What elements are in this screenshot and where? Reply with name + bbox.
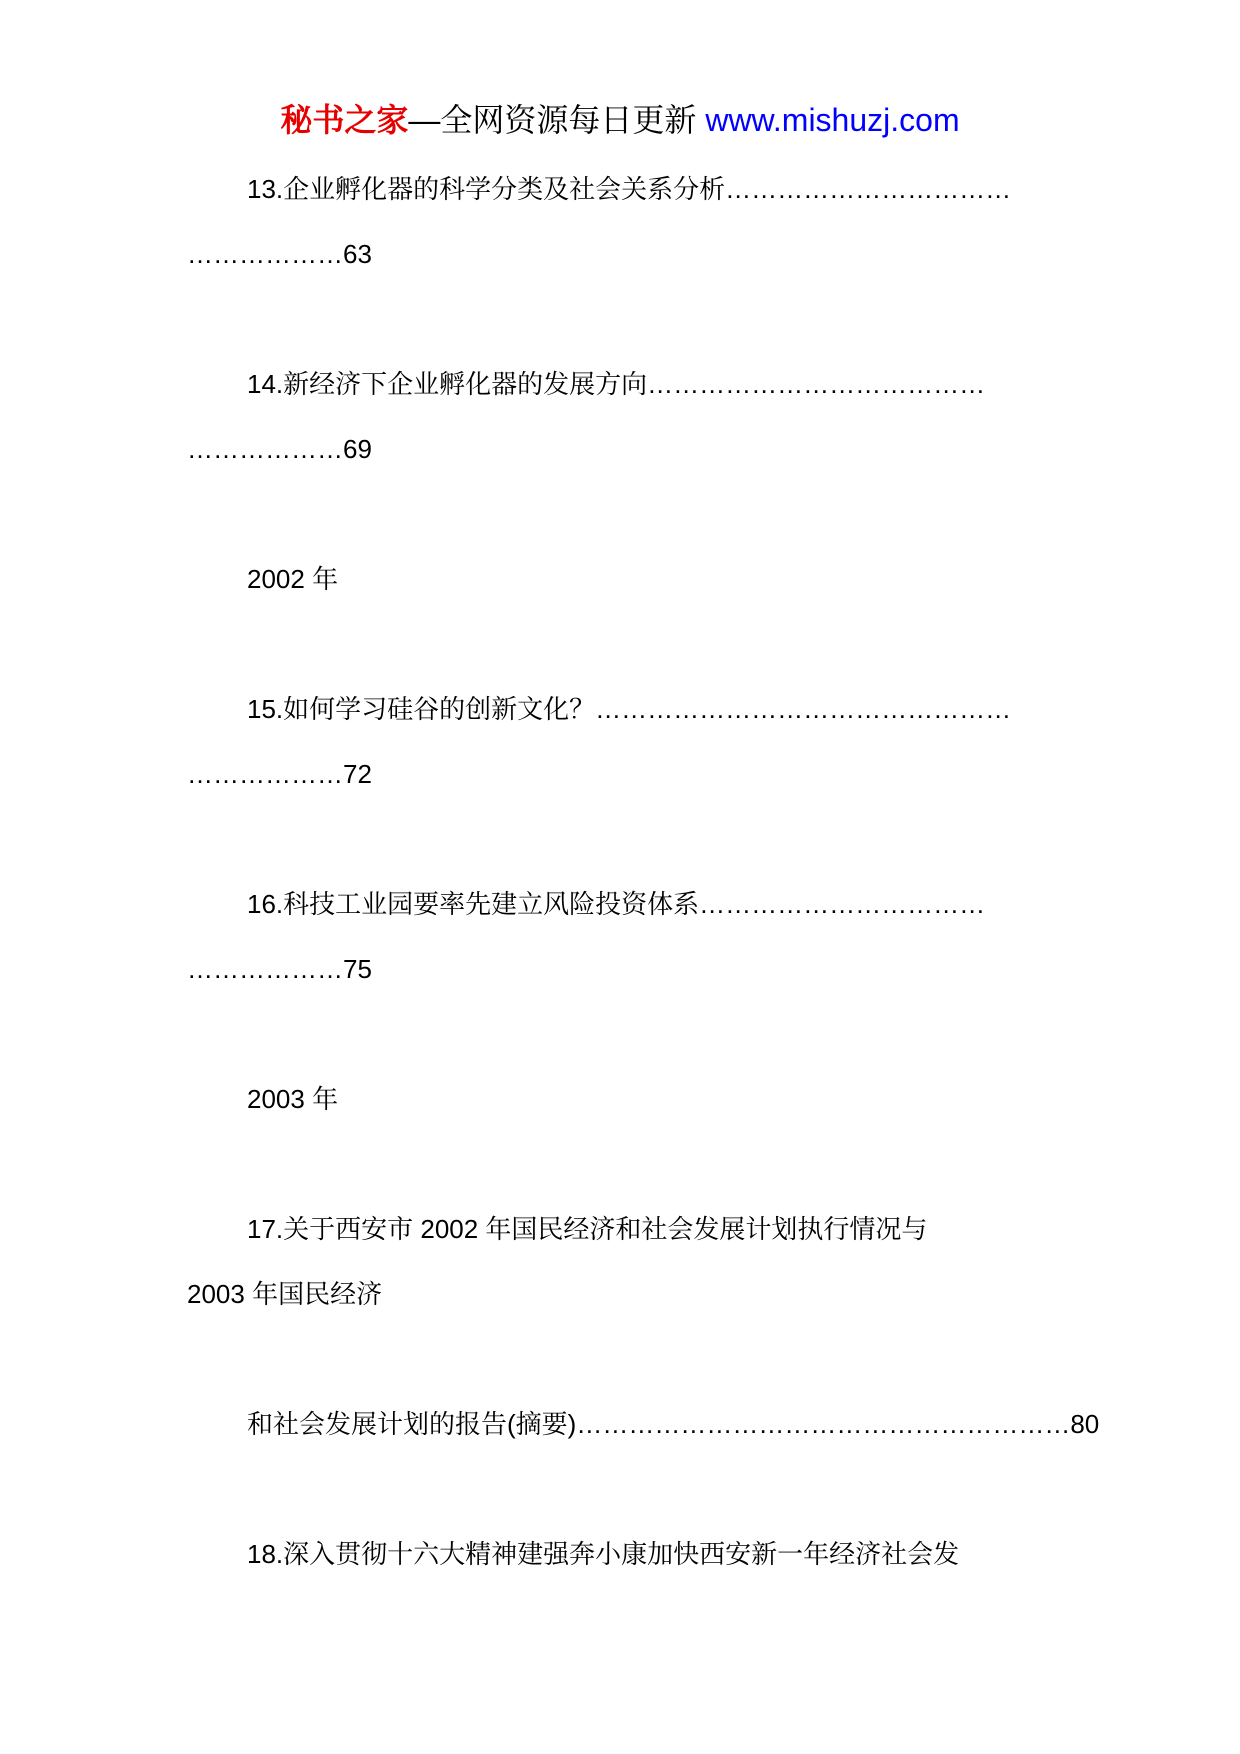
site-banner [0, 100, 1240, 140]
year-heading-2002: 2002 年 [247, 564, 339, 594]
site-url-link[interactable]: www.mishuzj.com [696, 102, 960, 138]
toc-entry-14-page: ………………69 [187, 434, 372, 464]
toc-entry-17-cont: 2003 年国民经济 [187, 1279, 383, 1309]
year-heading-2003: 2003 年 [247, 1084, 339, 1114]
toc-entry-17: 17.关于西安市 2002 年国民经济和社会发展计划执行情况与 [247, 1214, 928, 1244]
toc-entry-15-page: ………………72 [187, 759, 372, 789]
toc-entry-15: 15.如何学习硅谷的创新文化？………………………………………… [247, 694, 1012, 724]
toc-entry-16-page: ………………75 [187, 954, 372, 984]
toc-entry-17-page: 和社会发展计划的报告(摘要)…………………………………………………80 [247, 1409, 1100, 1439]
toc-entry-13-page: ………………63 [187, 239, 372, 269]
toc-entry-14: 14.新经济下企业孵化器的发展方向………………………………… [247, 369, 986, 399]
toc-entry-18: 18.深入贯彻十六大精神建强奔小康加快西安新一年经济社会发 [247, 1539, 960, 1569]
toc-entry-13: 13.企业孵化器的科学分类及社会关系分析…………………………… [247, 174, 1012, 204]
brand-name: 秘书之家 [280, 102, 409, 138]
toc-entry-16: 16.科技工业园要率先建立风险投资体系…………………………… [247, 889, 986, 919]
banner-slogan: —全网资源每日更新 [408, 102, 697, 138]
